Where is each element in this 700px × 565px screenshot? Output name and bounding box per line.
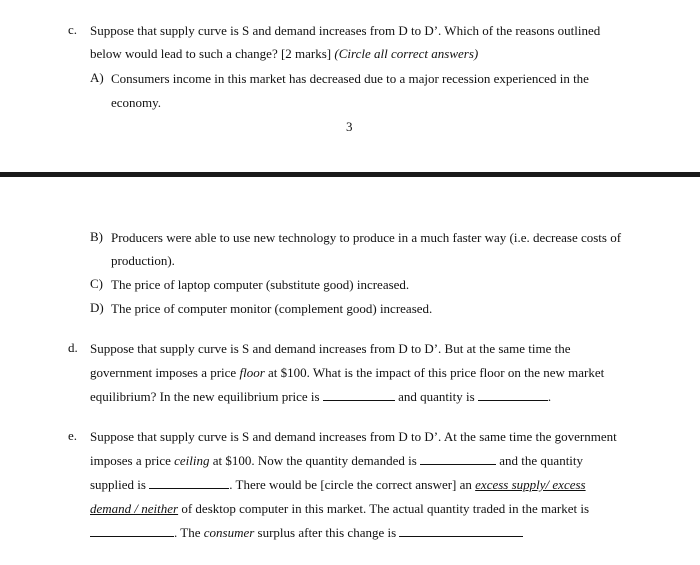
question-d-line-2-end: at $100. What is the impact of this price floor on the new market [264,365,605,380]
question-e-line-2-start: imposes a price [90,453,175,468]
answer-choice-demand-neither[interactable]: demand / neither [90,501,179,516]
question-e-line-5-start: . The [174,525,204,540]
question-d-line-3 [90,388,551,406]
quantity-demanded-blank[interactable] [420,452,496,465]
option-a-label: A) [90,70,104,85]
question-d-period: . [547,389,552,404]
question-c-label: c. [68,22,78,37]
option-c-text: The price of laptop computer (substitute good) increased. [111,277,410,292]
question-e-label: e. [68,428,78,443]
question-d-line-2-start: government imposes a price [90,365,240,380]
question-e-line-5 [90,524,523,542]
page-break-divider [0,172,700,177]
page-number: 3 [346,119,353,134]
option-b-line-2: production). [111,253,175,268]
answer-choice-excess-supply[interactable]: excess supply/ excess [475,477,586,492]
option-b-label: B) [90,229,103,244]
question-e-line-2-end: and the quantity [496,453,584,468]
option-a-line-2: economy. [111,95,162,110]
question-d-line-2 [90,364,604,382]
option-d-text: The price of computer monitor (complement good) increased. [111,301,433,316]
question-c-line-2 [90,45,478,63]
quantity-supplied-blank[interactable] [149,476,229,489]
actual-quantity-blank[interactable] [90,524,174,537]
consumer-surplus-blank[interactable] [399,524,523,537]
question-e-supplied-prompt: supplied is [90,477,150,492]
question-e-line-1: Suppose that supply curve is S and demand increases from D to D’. At the same time the government [90,429,617,444]
question-e-consumer-word: consumer [203,525,255,540]
question-c-line-2-text: below would lead to such a change? [2 marks] [90,46,335,61]
question-e-line-4-rest: of desktop computer in this market. The actual quantity traded in the market is [178,501,590,516]
option-c-label: C) [90,276,103,291]
question-d-floor-word: floor [239,365,265,380]
question-d-label: d. [68,340,78,355]
equilibrium-quantity-blank[interactable] [478,388,548,401]
question-e-line-2 [90,452,583,470]
question-c-line-1: Suppose that supply curve is S and demand increases from D to D’. Which of the reasons outlined [90,23,601,38]
question-d-quantity-prompt: and quantity is [394,389,478,404]
question-e-ceiling-word: ceiling [174,453,210,468]
question-d-line-1: Suppose that supply curve is S and demand increases from D to D’. But at the same time the [90,341,571,356]
option-d-label: D) [90,300,104,315]
question-c-instruction: (Circle all correct answers) [334,46,479,61]
question-e-surplus-prompt: surplus after this change is [254,525,400,540]
question-d-price-prompt: equilibrium? In the new equilibrium price is [90,389,323,404]
equilibrium-price-blank[interactable] [323,388,395,401]
option-a-line-1: Consumers income in this market has decreased due to a major recession experienced in the [111,71,589,86]
option-b-line-1: Producers were able to use new technology to produce in a much faster way (i.e. decrease costs of [111,230,622,245]
question-e-line-3 [90,476,586,494]
question-e-circle-prompt: . There would be [circle the correct answer] an [229,477,476,492]
question-e-demanded-prompt: at $100. Now the quantity demanded is [209,453,421,468]
question-e-line-4 [90,500,589,518]
